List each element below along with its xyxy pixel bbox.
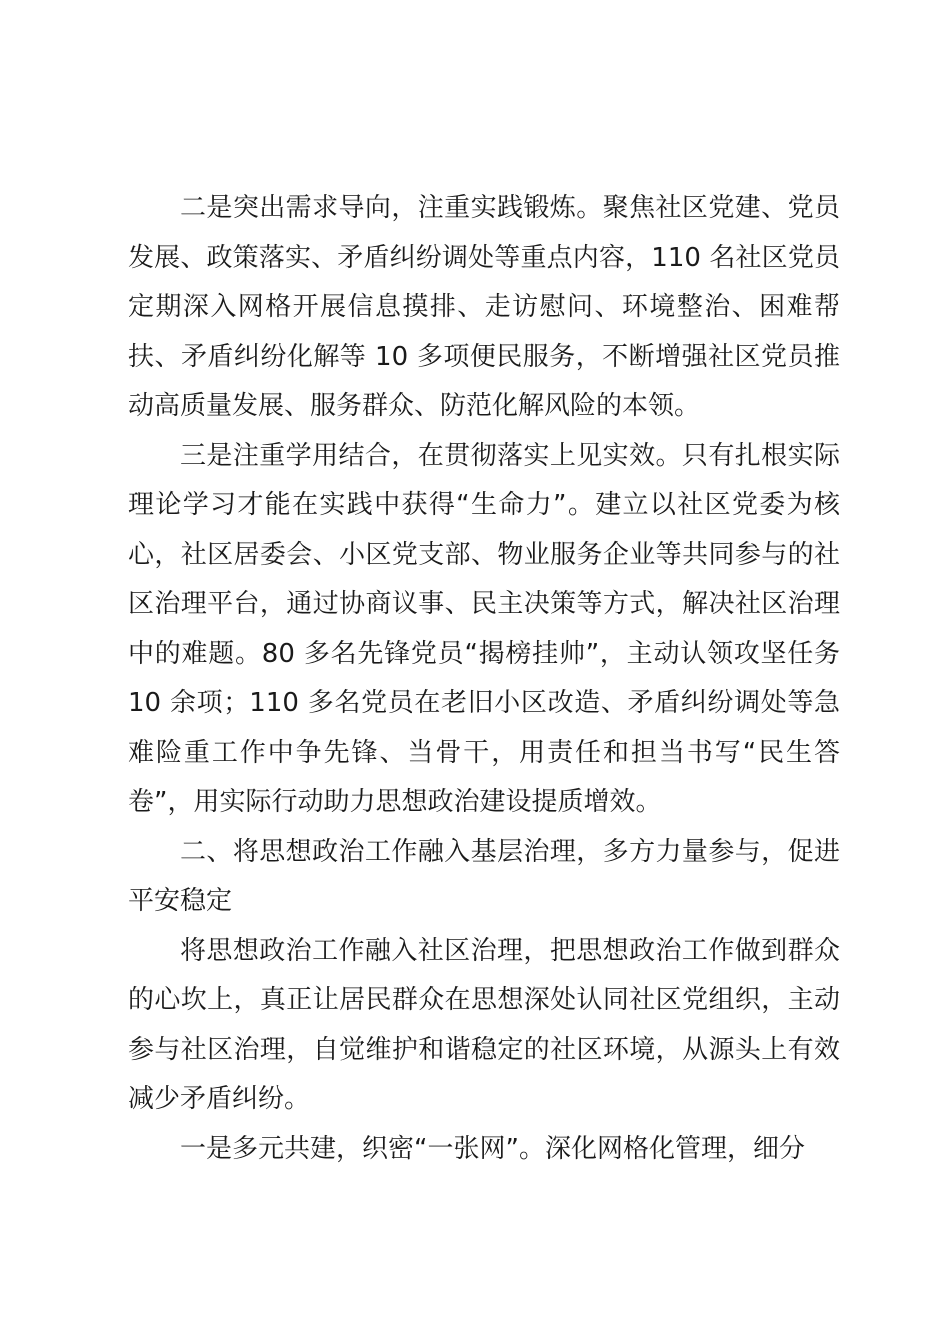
paragraph-practice-training: 二是突出需求导向，注重实践锻炼。聚焦社区党建、党员发展、政策落实、矛盾纠纷调处等重点内容，110 名社区党员定期深入网格开展信息摸排、走访慰问、环境整治、困难帮扶、矛盾纠纷化解等 10 多项便民服务，不断增强社区党员推动高质量发展、服务群众、防范化解风险的本领。	[128, 193, 840, 421]
paragraph-study-application: 三是注重学用结合，在贯彻落实上见实效。只有扎根实际理论学习才能在实践中获得“生命力”。建立以社区党委为核心，社区居委会、小区党支部、物业服务企业等共同参与的社区治理平台，通过协商议事、民主决策等方式，解决社区治理中的难题。80 多名先锋党员“揭榜挂帅”，主动认领攻坚任务 10 余项；110 多名党员在老旧小区改造、矛盾纠纷调处等急难险重工作中争先锋、当骨干，用责任和担当书写“民生答卷”，用实际行动助力思想政治建设提质增效。	[128, 440, 840, 817]
section-heading-grassroots-governance: 二、将思想政治工作融入基层治理，多方力量参与，促进平安稳定	[128, 836, 840, 916]
paragraph-community-governance: 将思想政治工作融入社区治理，把思想政治工作做到群众的心坎上，真正让居民群众在思想深处认同社区党组织，主动参与社区治理，自觉维护和谐稳定的社区环境，从源头上有效减少矛盾纠纷。	[128, 935, 840, 1114]
paragraph-co-construction: 一是多元共建，织密“一张网”。深化网格化管理，细分	[180, 1133, 805, 1164]
document-page	[128, 184, 840, 1174]
